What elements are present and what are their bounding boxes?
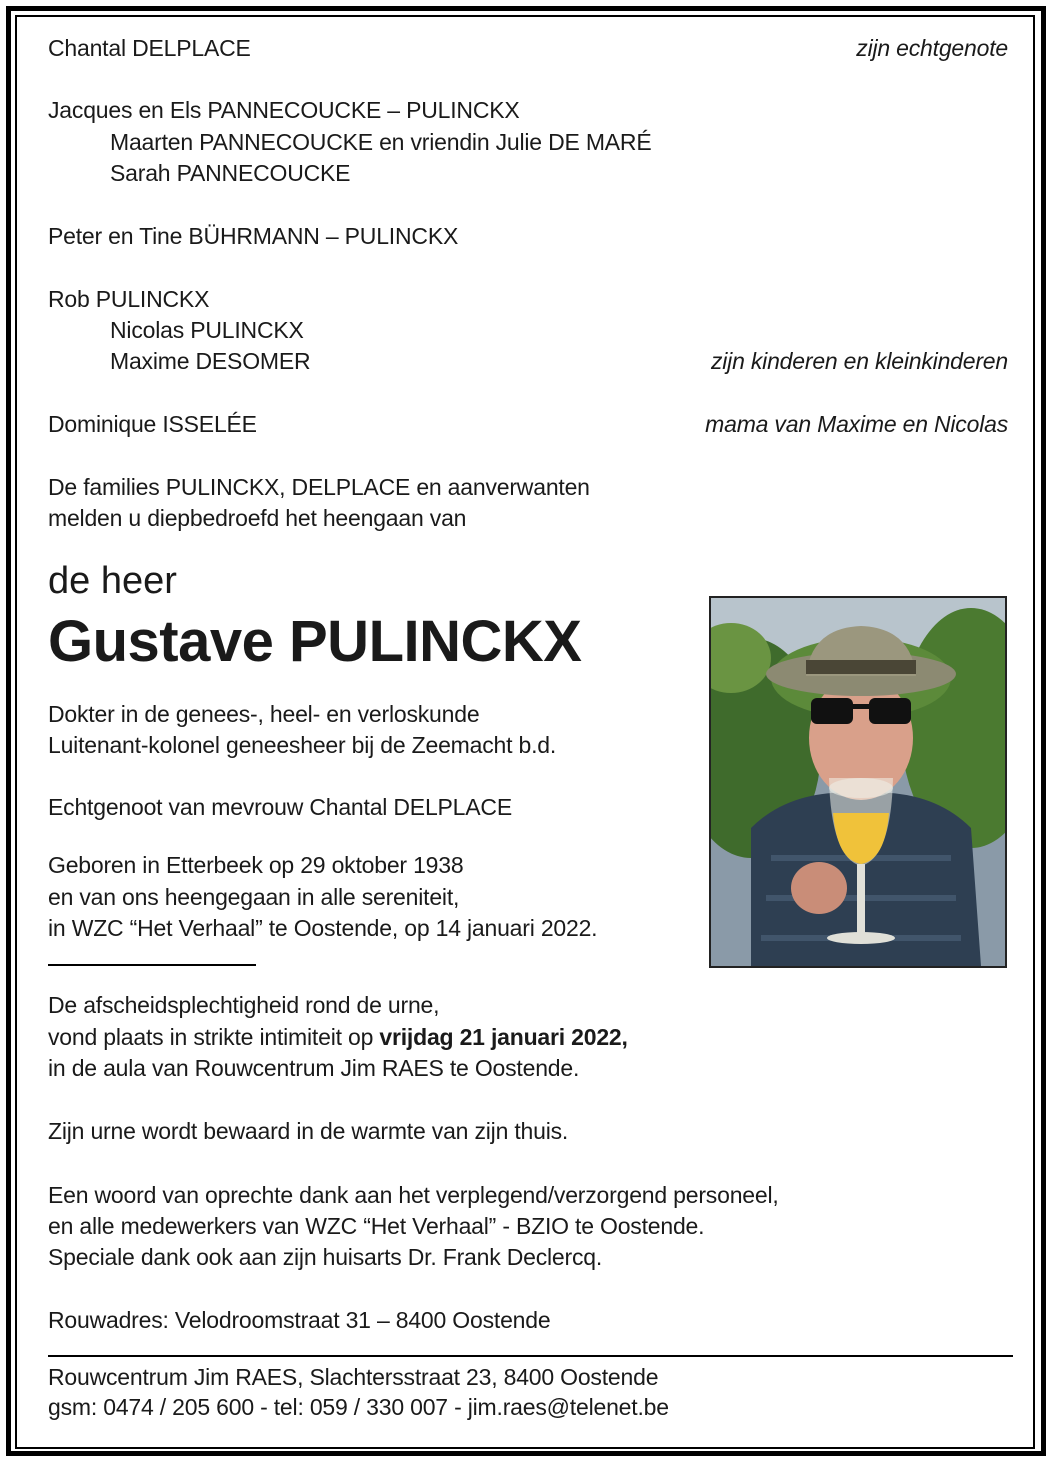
mother-name: Dominique ISSELÉE — [48, 411, 257, 437]
ceremony-line: De afscheidsplechtigheid rond de urne, — [48, 992, 440, 1018]
portrait-photo — [709, 596, 1007, 968]
deceased-name: Gustave PULINCKX — [48, 609, 582, 674]
death-line: en van ons heengegaan in alle sereniteit, — [48, 884, 460, 910]
thanks-line: Speciale dank ook aan zijn huisarts Dr. Frank Declercq. — [48, 1244, 603, 1270]
profession-line: Dokter in de genees-, heel- en verloskunde — [48, 701, 480, 727]
profession-line: Luitenant-kolonel geneesheer bij de Zeemacht b.d. — [48, 732, 557, 758]
spouse-line: Echtgenoot van mevrouw Chantal DELPLACE — [48, 794, 512, 820]
announcement-line: De families PULINCKX, DELPLACE en aanverwanten — [48, 474, 590, 500]
death-line: in WZC “Het Verhaal” te Oostende, op 14 januari 2022. — [48, 915, 598, 941]
divider-long — [48, 1355, 1013, 1357]
spouse-name: Chantal DELPLACE — [48, 35, 251, 61]
family-line: Peter en Tine BÜHRMANN – PULINCKX — [48, 223, 459, 249]
family-line: Nicolas PULINCKX — [110, 317, 304, 343]
mother-role: mama van Maxime en Nicolas — [705, 411, 1008, 437]
ceremony-date: vrijdag 21 januari 2022, — [379, 1024, 628, 1050]
family-line: Sarah PANNECOUCKE — [110, 160, 351, 186]
thanks-line: Een woord van oprechte dank aan het verplegend/verzorgend personeel, — [48, 1182, 779, 1208]
deceased-title: de heer — [48, 560, 177, 602]
family-line: Maarten PANNECOUCKE en vriendin Julie DE MARÉ — [110, 129, 652, 155]
mourning-address: Rouwadres: Velodroomstraat 31 – 8400 Oostende — [48, 1307, 551, 1333]
ceremony-line: in de aula van Rouwcentrum Jim RAES te Oostende. — [48, 1055, 580, 1081]
family-line: Jacques en Els PANNECOUCKE – PULINCKX — [48, 97, 520, 123]
ceremony-line — [48, 1022, 628, 1053]
footer-line: gsm: 0474 / 205 600 - tel: 059 / 330 007 - jim.raes@telenet.be — [48, 1394, 669, 1420]
divider-short — [48, 964, 256, 966]
children-role: zijn kinderen en kleinkinderen — [710, 348, 1008, 374]
spouse-role: zijn echtgenote — [856, 35, 1008, 61]
birth-line: Geboren in Etterbeek op 29 oktober 1938 — [48, 852, 464, 878]
thanks-line: en alle medewerkers van WZC “Het Verhaal” - BZIO te Oostende. — [48, 1213, 705, 1239]
ceremony-text: vond plaats in strikte intimiteit op — [48, 1024, 380, 1050]
family-line: Rob PULINCKX — [48, 286, 210, 312]
family-line: Maxime DESOMER — [110, 348, 311, 374]
portrait-illustration — [711, 598, 1005, 966]
urn-line: Zijn urne wordt bewaard in de warmte van zijn thuis. — [48, 1118, 569, 1144]
footer-line: Rouwcentrum Jim RAES, Slachtersstraat 23, 8400 Oostende — [48, 1364, 659, 1390]
announcement-line: melden u diepbedroefd het heengaan van — [48, 505, 467, 531]
